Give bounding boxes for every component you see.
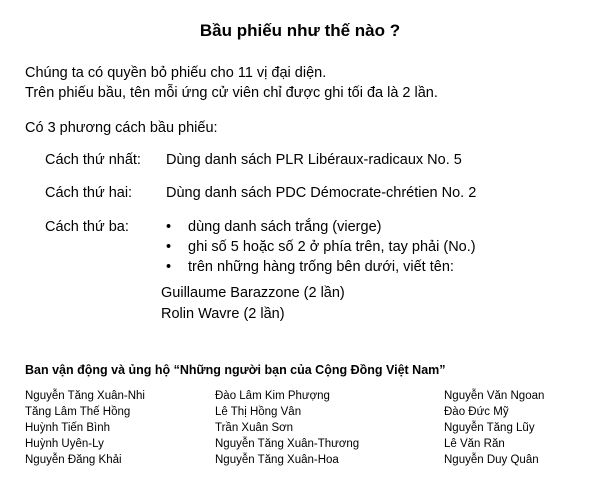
member-name: Huỳnh Uyên-Ly: [25, 438, 104, 450]
member-name: Đào Lâm Kim Phượng: [215, 390, 330, 402]
member-name: Nguyễn Văn Ngoan: [444, 390, 545, 402]
method-bullets: [166, 217, 476, 277]
bullet-text: trên những hàng trống bên dưới, viết tên:: [188, 259, 454, 275]
member-name: Lê Thị Hồng Vân: [215, 406, 302, 418]
method-label: Cách thứ nhất:: [45, 152, 141, 168]
member-name: Nguyễn Tăng Xuân-Hoa: [215, 454, 339, 466]
bullet-text: ghi số 5 hoặc số 2 ở phía trên, tay phải (No.): [188, 239, 476, 255]
bullet-item: [166, 237, 476, 257]
member-name: Tăng Lâm Thế Hồng: [25, 406, 131, 418]
committee-column-2: [215, 388, 359, 468]
bullet-item: [166, 217, 476, 237]
committee-title: Ban vận động và ủng hộ “Những người bạn của Cộng Đồng Việt Nam”: [25, 363, 446, 377]
candidate-list: [161, 283, 345, 325]
intro-line-2: Trên phiếu bầu, tên mỗi ứng cử viên chỉ được ghi tối đa là 2 lần.: [25, 85, 438, 101]
member-name: Huỳnh Tiến Bình: [25, 422, 111, 434]
member-name: Nguyễn Duy Quân: [444, 454, 539, 466]
bullet-text: dùng danh sách trắng (vierge): [188, 219, 382, 235]
member-name: Đào Đức Mỹ: [444, 406, 509, 418]
bullet-item: [166, 257, 476, 277]
page-title: Bầu phiếu như thế nào ?: [199, 21, 401, 40]
bullet-icon: •: [166, 219, 172, 235]
methods-heading: Có 3 phương cách bầu phiếu:: [25, 120, 218, 136]
method-description: Dùng danh sách PDC Démocrate-chrétien No. 2: [166, 185, 477, 201]
member-name: Nguyễn Đăng Khải: [25, 454, 122, 466]
intro-line-1: Chúng ta có quyền bỏ phiếu cho 11 vị đại diện.: [25, 65, 327, 81]
member-name: Trần Xuân Sơn: [215, 422, 294, 434]
member-name: Nguyễn Tăng Xuân-Nhi: [25, 390, 145, 402]
bullet-icon: •: [166, 239, 172, 255]
method-description: Dùng danh sách PLR Libéraux-radicaux No. 5: [166, 152, 462, 168]
method-label: Cách thứ ba:: [45, 219, 129, 235]
method-label: Cách thứ hai:: [45, 185, 133, 201]
member-name: Lê Văn Răn: [444, 438, 505, 450]
bullet-icon: •: [166, 259, 172, 275]
candidate-name: Rolin Wavre (2 lần): [161, 306, 285, 322]
member-name: Nguyễn Tăng Xuân-Thương: [215, 438, 360, 450]
committee-column-3: [444, 388, 544, 468]
member-name: Nguyễn Tăng Lũy: [444, 422, 535, 434]
candidate-name: Guillaume Barazzone (2 lần): [161, 285, 345, 301]
intro-paragraph: [25, 63, 438, 103]
committee-column-1: [25, 388, 145, 468]
